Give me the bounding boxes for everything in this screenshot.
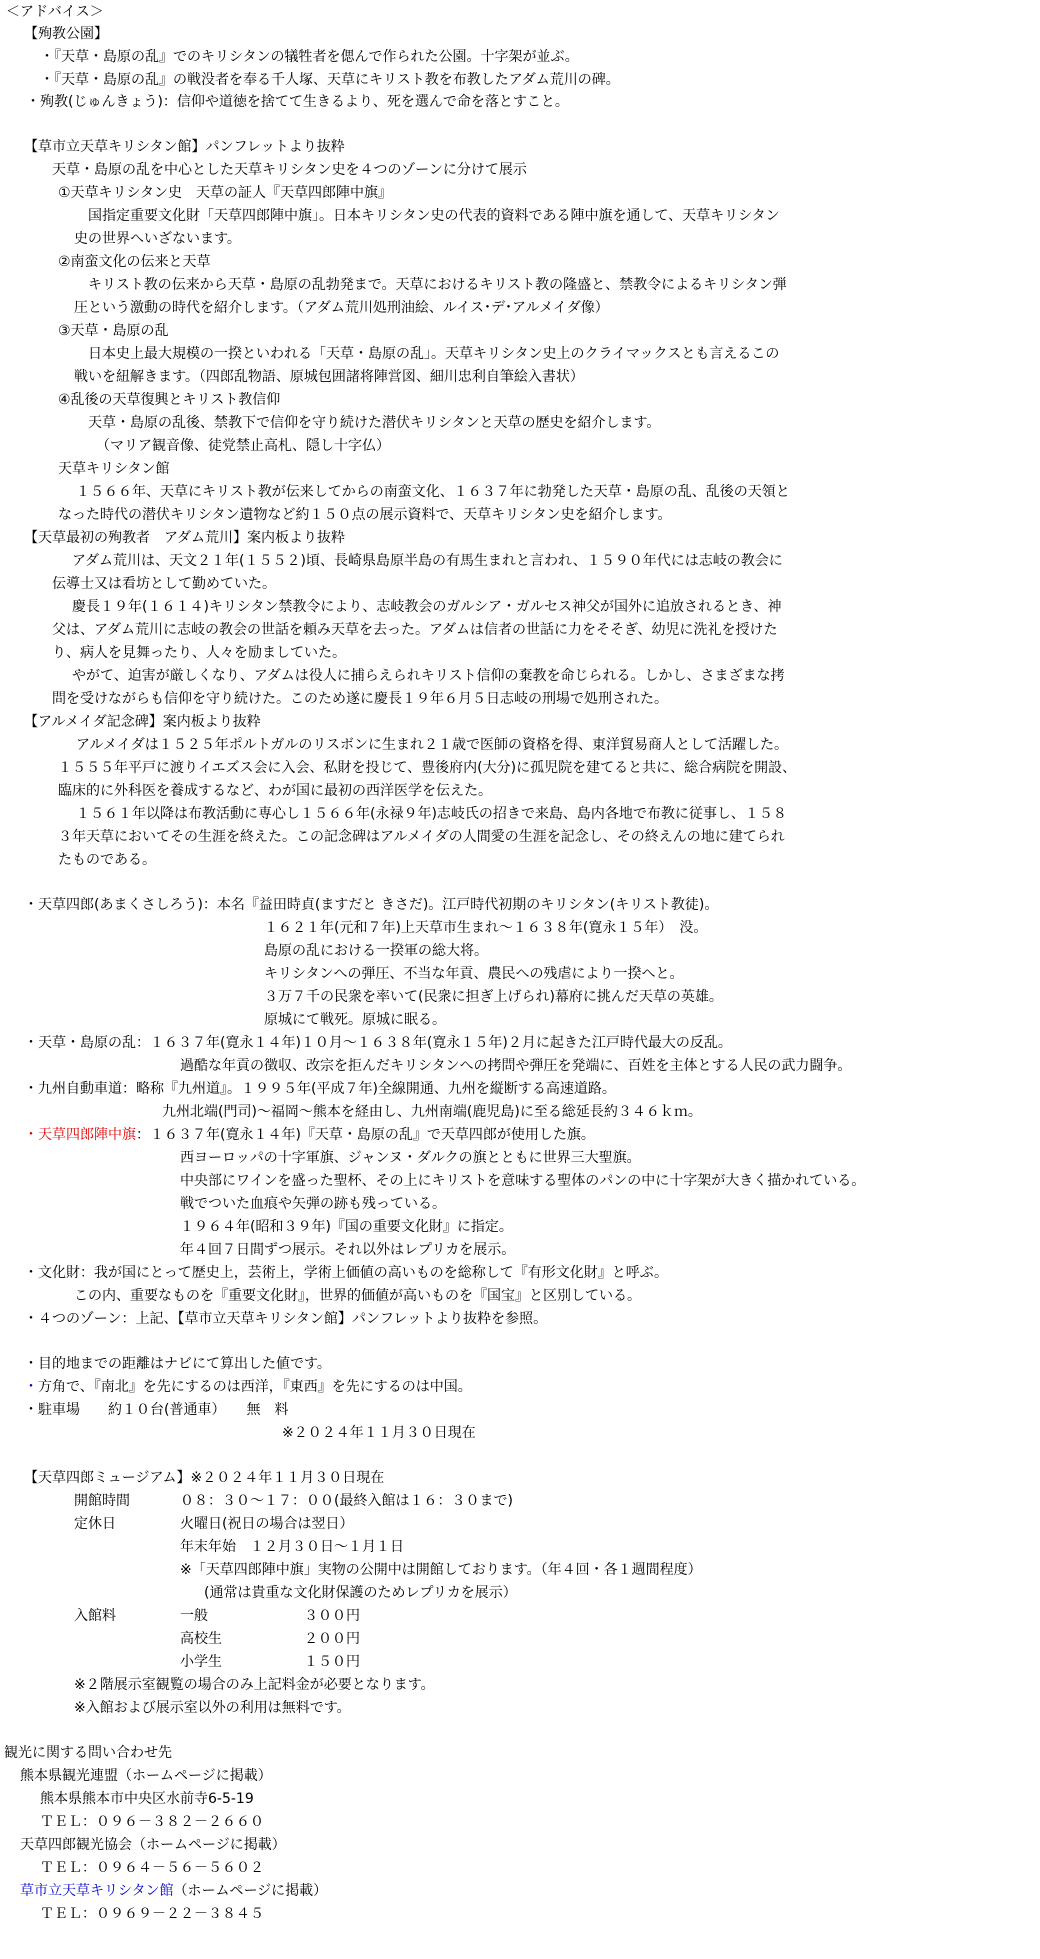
glossary-shiro-detail: キリシタンへの弾圧、不当な年貢、農民への残虐により一揆へと。 [264,966,684,982]
hours-value: ０８：３０～１７：００(最終入館は１６：３０まで) [180,1493,513,1509]
glossary-zones: ・４つのゾーン：上記、【草市立天草キリシタン館】パンフレットより抜粋を参照。 [24,1311,548,1327]
zone-title: ③天草・島原の乱 [58,323,169,339]
flag-definition: ：１６３７年(寛永１４年)『天草・島原の乱』で天草四郎が使用した旗。 [136,1127,595,1143]
closed-label: 定休日 [74,1516,116,1532]
contacts-heading: 観光に関する問い合わせ先 [4,1745,172,1761]
glossary-shiro-detail: １６２１年(元和７年)上天草市生まれ～１６３８年(寛永１５年） 没。 [264,920,708,936]
glossary-flag-detail: 西ヨーロッパの十字軍旗、ジャンヌ・ダルクの旗とともに世界三大聖旗。 [180,1150,641,1166]
fee-note: ※２階展示室観覧の場合のみ上記料金が必要となります。 [74,1677,435,1693]
note-distance: ・目的地までの距離はナビにて算出した値です。 [24,1356,331,1372]
junkyo-definition: ・殉教(じゅんきょう)：信仰や道徳を捨てて生きるより、死を選んで命を落とすこと。 [26,94,569,110]
fee-label: 入館料 [74,1608,116,1624]
contact-tel: ＴＥＬ：０９６４－５６－５６０２ [40,1860,264,1876]
advice-heading: ＜アドバイス＞ [6,4,104,20]
fee-note: ※入館および展示室以外の利用は無料です。 [74,1700,351,1716]
glossary-flag-detail: １９６４年(昭和３９年)『国の重要文化財』に指定。 [180,1219,513,1235]
adam-text: り、病人を見舞ったり、人々を励ましていた。 [52,645,346,661]
glossary-bunkazai: ・文化財：我が国にとって歴史上，芸術上，学術上価値の高いものを総称して『有形文化財』と呼ぶ。 [24,1265,668,1281]
zone-text: 国指定重要文化財「天草四郎陣中旗」。日本キリシタン史の代表的資料である陣中旗を通して、天草キリシタン [88,208,780,224]
glossary-flag-detail: 中央部にワインを盛った聖杯、その上にキリストを意味する聖体のパンの中に十字架が大きく描かれている。 [180,1173,866,1189]
zone-title: 天草キリシタン館 [58,461,170,477]
junkyo-park-line: ・『天草・島原の乱』の戦没者を奉る千人塚、天草にキリスト教を布教したアダム荒川の碑。 [40,72,620,88]
contact-name [20,1881,327,1901]
almeida-text: 臨床的に外科医を養成するなど、わが国に最初の西洋医学を伝えた。 [58,783,492,799]
adam-text: 父は、アダム荒川に志岐の教会の世話を頼み天草を去った。アダムは信者の世話に力をそそぎ、幼児に洗礼を授けた [52,622,778,638]
zone-text: 日本史上最大規模の一揆といわれる「天草・島原の乱」。天草キリシタン史上のクライマックスとも言えるこの [88,346,780,362]
adam-text: 慶長１９年(１６１４)キリシタン禁教令により、志岐教会のガルシア・ガルセス神父が国外に追放されるとき、神 [72,599,782,615]
fee-price: １５０円 [304,1654,360,1670]
junkyo-park-line: ・『天草・島原の乱』でのキリシタンの犠牲者を偲んで作られた公園。十字架が並ぶ。 [40,49,579,65]
glossary-flag [24,1125,595,1145]
fee-price: ３００円 [304,1608,360,1624]
adam-title: 【天草最初の殉教者 アダム荒川】案内板より抜粋 [24,530,346,546]
contact-address: 熊本県熊本市中央区水前寺6-5-19 [40,1791,254,1807]
adam-text: 伝導士又は看坊として勤めていた。 [52,576,276,592]
note-bullet: ・ [24,1379,38,1395]
glossary-expressway-detail: 九州北端(門司)～福岡～熊本を経由し、九州南端(鹿児島)に至る総延長約３４６ｋｍ。 [162,1104,702,1120]
almeida-text: １５５５年平戸に渡りイエズス会に入会、私財を投じて、豊後府内(大分)に孤児院を建てると共に、総合病院を開設、 [58,760,797,776]
almeida-title: 【アルメイダ記念碑】案内板より抜粋 [24,714,261,730]
almeida-text: ３年天草においてその生涯を終えた。この記念碑はアルメイダの人間愛の生涯を記念し、その終えんの地に建てられ [58,829,785,845]
almeida-text: アルメイダは１５２５年ポルトガルのリスボンに生まれ２１歳で医師の資格を得、東洋貿易商人として活躍した。 [76,737,789,753]
glossary-shiro: ・天草四郎(あまくさしろう)：本名『益田時貞(ますだと きさだ)。江戸時代初期のキリシタン(キリスト教徒)。 [24,897,719,913]
glossary-shiro-detail: 原城にて戦死。原城に眠る。 [264,1012,446,1028]
flag-term: ・天草四郎陣中旗 [24,1127,136,1143]
adam-text: 問を受けながらも信仰を守り続けた。このため遂に慶長１９年６月５日志岐の刑場で処刑された。 [52,691,668,707]
zone-text: 史の世界へいざないます。 [74,231,241,247]
glossary-shiro-detail: 島原の乱における一揆軍の総大将。 [264,943,488,959]
glossary-shiro-detail: ３万７千の民衆を率いて(民衆に担ぎ上げられ)幕府に挑んだ天草の英雄。 [264,989,723,1005]
closed-note: ※「天草四郎陣中旗」実物の公開中は開館しております。（年４回・各１週間程度） [180,1562,702,1578]
zone-text: キリスト教の伝来から天草・島原の乱勃発まで。天草におけるキリスト教の隆盛と、禁教令によるキリシタン弾 [88,277,787,293]
fee-price: ２００円 [304,1631,360,1647]
glossary-ran: ・天草・島原の乱：１６３７年(寛永１４年)１０月～１６３８年(寛永１５年)２月に起きた江戸時代最大の反乱。 [24,1035,732,1051]
hours-label: 開館時間 [74,1493,130,1509]
contact-tel: ＴＥＬ：０９６９－２２－３８４５ [40,1906,264,1922]
zone-title: ④乱後の天草復興とキリスト教信仰 [58,392,281,408]
closed-note: (通常は貴重な文化財保護のためレプリカを展示） [204,1585,517,1601]
contact-name: 熊本県観光連盟（ホームページに掲載） [20,1768,272,1784]
glossary-expressway: ・九州自動車道：略称『九州道』。１９９５年(平成７年)全線開通、九州を縦断する高速道路。 [24,1081,616,1097]
adam-text: アダム荒川は、天文２１年(１５５２)頃、長崎県島原半島の有馬生まれと言われ、１５９０年代には志岐の教会に [72,553,783,569]
zone-text: 圧という激動の時代を紹介します。（アダム荒川処刑油絵、ルイス･デ･アルメイダ像） [74,300,609,316]
closed-value: 火曜日(祝日の場合は翌日） [180,1516,354,1532]
closed-value: 年末年始 １２月３０日～１月１日 [180,1539,404,1555]
note-direction-text: 方角で、『南北』を先にするのは西洋，『東西』を先にするのは中国。 [38,1379,472,1395]
fee-category: 小学生 [180,1654,222,1670]
glossary-ran-detail: 過酷な年貢の徴収、改宗を拒んだキリシタンへの拷問や弾圧を発端に、百姓を主体とする人民の武力闘争。 [180,1058,852,1074]
pamphlet-title: 【草市立天草キリシタン館】パンフレットより抜粋 [24,139,345,155]
zone-text: なった時代の潜伏キリシタン遺物など約１５０点の展示資料で、天草キリシタン史を紹介します。 [58,507,672,523]
glossary-flag-detail: 戦でついた血痕や矢弾の跡も残っている。 [180,1196,446,1212]
fee-category: 高校生 [180,1631,222,1647]
contact-suffix: （ホームページに掲載） [173,1883,328,1899]
glossary-flag-detail: 年４回７日間ずつ展示。それ以外はレプリカを展示。 [180,1242,516,1258]
zone-title: ②南蛮文化の伝来と天草 [58,254,211,270]
junkyo-park-title: 【殉教公園】 [24,26,108,42]
contact-name: 天草四郎観光協会（ホームページに掲載） [20,1837,286,1853]
almeida-text: １５６１年以降は布教活動に専心し１５６６年(永禄９年)志岐氏の招きで来島、島内各地で布教に従事し、１５８ [76,806,787,822]
fee-category: 一般 [180,1608,208,1624]
note-parking: ・駐車場 約１０台(普通車） 無 料 [24,1402,289,1418]
zone-text: 戦いを紐解きます。（四郎乱物語、原城包囲諸将陣営図、細川忠利自筆絵入書状） [74,369,584,385]
glossary-bunkazai-detail: この内、重要なものを『重要文化財』，世界的価値が高いものを『国宝』と区別している。 [74,1288,641,1304]
contact-tel: ＴＥＬ：０９６－３８２－２６６０ [40,1814,264,1830]
note-asof: ※２０２４年１１月３０日現在 [282,1425,476,1441]
almeida-text: たものである。 [58,852,156,868]
kirishitan-museum-link[interactable]: 草市立天草キリシタン館 [20,1883,174,1899]
note-direction [24,1377,472,1397]
adam-text: やがて、迫害が厳しくなり、アダムは役人に捕らえられキリスト信仰の棄教を命じられる。しかし、さまざまな拷 [72,668,785,684]
pamphlet-intro: 天草・島原の乱を中心とした天草キリシタン史を４つのゾーンに分けて展示 [52,162,527,178]
shiro-museum-title: 【天草四郎ミュージアム】※２０２４年１１月３０日現在 [24,1470,385,1486]
zone-text: 天草・島原の乱後、禁教下で信仰を守り続けた潜伏キリシタンと天草の歴史を紹介します。 [88,415,661,431]
zone-text: （マリア観音像、徒党禁止高札、隠し十字仏） [96,438,390,454]
zone-text: １５６６年、天草にキリスト教が伝来してからの南蛮文化、１６３７年に勃発した天草・島原の乱、乱後の天領と [76,484,790,500]
zone-title: ①天草キリシタン史 天草の証人『天草四郎陣中旗』 [58,185,392,201]
